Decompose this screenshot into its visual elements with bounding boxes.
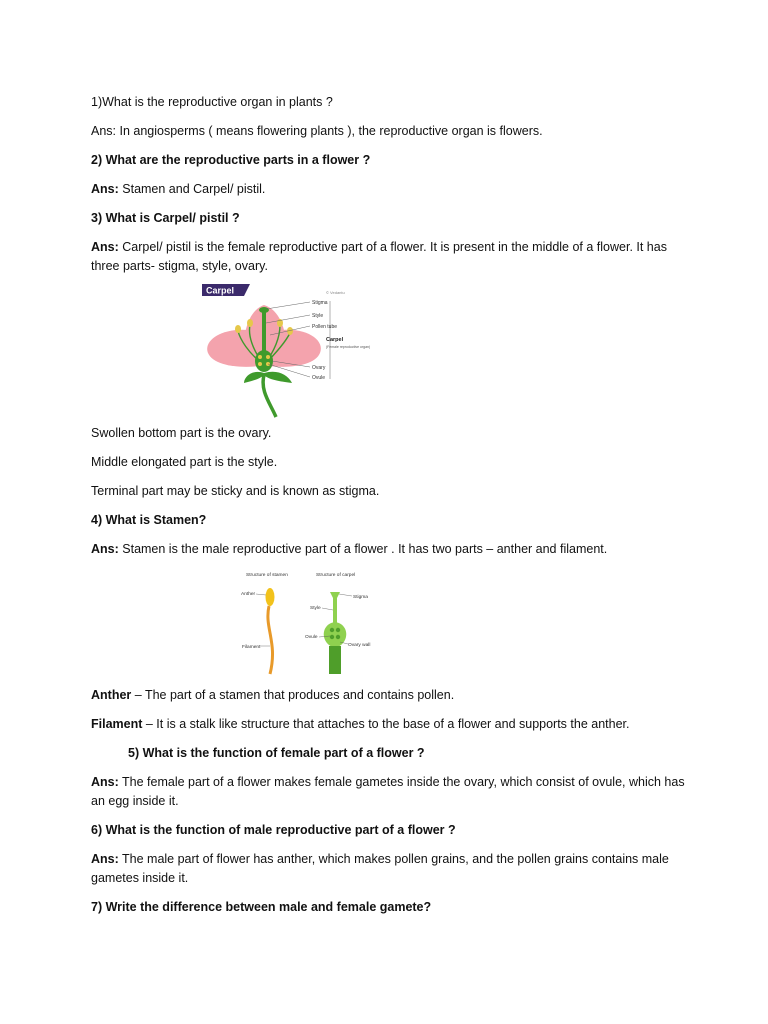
anther — [235, 325, 241, 333]
ans-label: Ans: — [91, 182, 119, 196]
style — [262, 311, 266, 351]
ans-label: Ans: — [91, 240, 119, 254]
answer-5 — [91, 773, 691, 811]
ovary — [255, 350, 273, 372]
carpel-ovule — [330, 628, 334, 632]
label-anther: Anther — [241, 592, 256, 597]
question-3: 3) What is Carpel/ pistil ? — [91, 211, 240, 225]
answer-text: Carpel/ pistil is the female reproductive part of a flower. It is present in the middle of a flower. It has three parts- stigma, style, ovary. — [91, 240, 667, 273]
carpel-title: Structure of carpel — [316, 573, 356, 578]
answer-3 — [91, 238, 691, 276]
label-style: Style — [312, 313, 324, 319]
carpel-stalk — [329, 646, 341, 674]
answer-text: Stamen and Carpel/ pistil. — [118, 182, 266, 196]
answer-4 — [91, 540, 607, 559]
stamen-title: Structure of stamen — [246, 573, 288, 578]
label-ovary-wall: Ovary wall — [348, 643, 371, 648]
answer-text: The female part of a flower makes female gametes inside the ovary, which consist of ovule, which has an egg inside it. — [91, 775, 685, 808]
label-ovary: Ovary — [312, 365, 326, 371]
carpel-ovule — [336, 628, 340, 632]
answer-text: The male part of flower has anther, which makes pollen grains, and the pollen grains contains male gametes inside it. — [91, 852, 669, 885]
ans-label: Ans: — [91, 852, 119, 866]
stigma — [259, 307, 269, 313]
anther — [247, 319, 253, 327]
ovule — [266, 355, 270, 359]
sepals — [244, 372, 292, 383]
term: Anther — [91, 688, 132, 702]
ovule — [258, 355, 262, 359]
question-4: 4) What is Stamen? — [91, 513, 207, 527]
answer-2 — [91, 180, 265, 199]
question-7: 7) Write the difference between male and female gamete? — [91, 900, 432, 914]
label-stigma: Stigma — [312, 300, 328, 306]
definition: – The part of a stamen that produces and contains pollen. — [131, 688, 455, 702]
label-carpel-note: (Female reproductive organ) — [326, 345, 371, 349]
ans-label: Ans: — [91, 775, 119, 789]
ovule — [258, 362, 262, 366]
carpel-ovule — [330, 635, 334, 639]
def-filament — [91, 715, 630, 734]
question-6: 6) What is the function of male reproductive part of a flower ? — [91, 823, 456, 837]
ans-label: Ans: — [91, 542, 119, 556]
definition: – It is a stalk like structure that attaches to the base of a flower and supports the anther. — [142, 717, 630, 731]
label-carpel: Carpel — [326, 337, 344, 343]
label-style: Style — [310, 606, 321, 611]
label-filament: Filament — [242, 645, 261, 650]
stamen-anther — [266, 588, 275, 606]
label-pollen-tube: Pollen tube — [312, 324, 338, 330]
stem — [263, 375, 276, 417]
corner-text: © Vedantu — [326, 290, 345, 295]
question-2: 2) What are the reproductive parts in a flower ? — [91, 153, 371, 167]
carpel-ovule — [336, 635, 340, 639]
note-ovary: Swollen bottom part is the ovary. — [91, 426, 272, 440]
note-stigma: Terminal part may be sticky and is known as stigma. — [91, 484, 380, 498]
def-anther — [91, 686, 454, 705]
stamen-filament — [268, 606, 273, 674]
question-1: 1)What is the reproductive organ in plants ? — [91, 95, 333, 109]
note-style: Middle elongated part is the style. — [91, 455, 278, 469]
answer-text: Stamen is the male reproductive part of a flower . It has two parts – anther and filament. — [118, 542, 608, 556]
term: Filament — [91, 717, 143, 731]
carpel-figure — [200, 283, 371, 421]
answer-6 — [91, 850, 691, 888]
label-ovule: Ovule — [305, 635, 318, 640]
label-ovule: Ovule — [312, 375, 326, 381]
label-stigma: Stigma — [353, 595, 368, 600]
question-5: 5) What is the function of female part of a flower ? — [128, 746, 425, 760]
carpel-ovary — [324, 622, 347, 648]
stamen-carpel-figure — [236, 568, 386, 678]
answer-1: Ans: In angiosperms ( means flowering plants ), the reproductive organ is flowers. — [91, 124, 543, 138]
carpel-banner-text: Carpel — [206, 285, 235, 296]
